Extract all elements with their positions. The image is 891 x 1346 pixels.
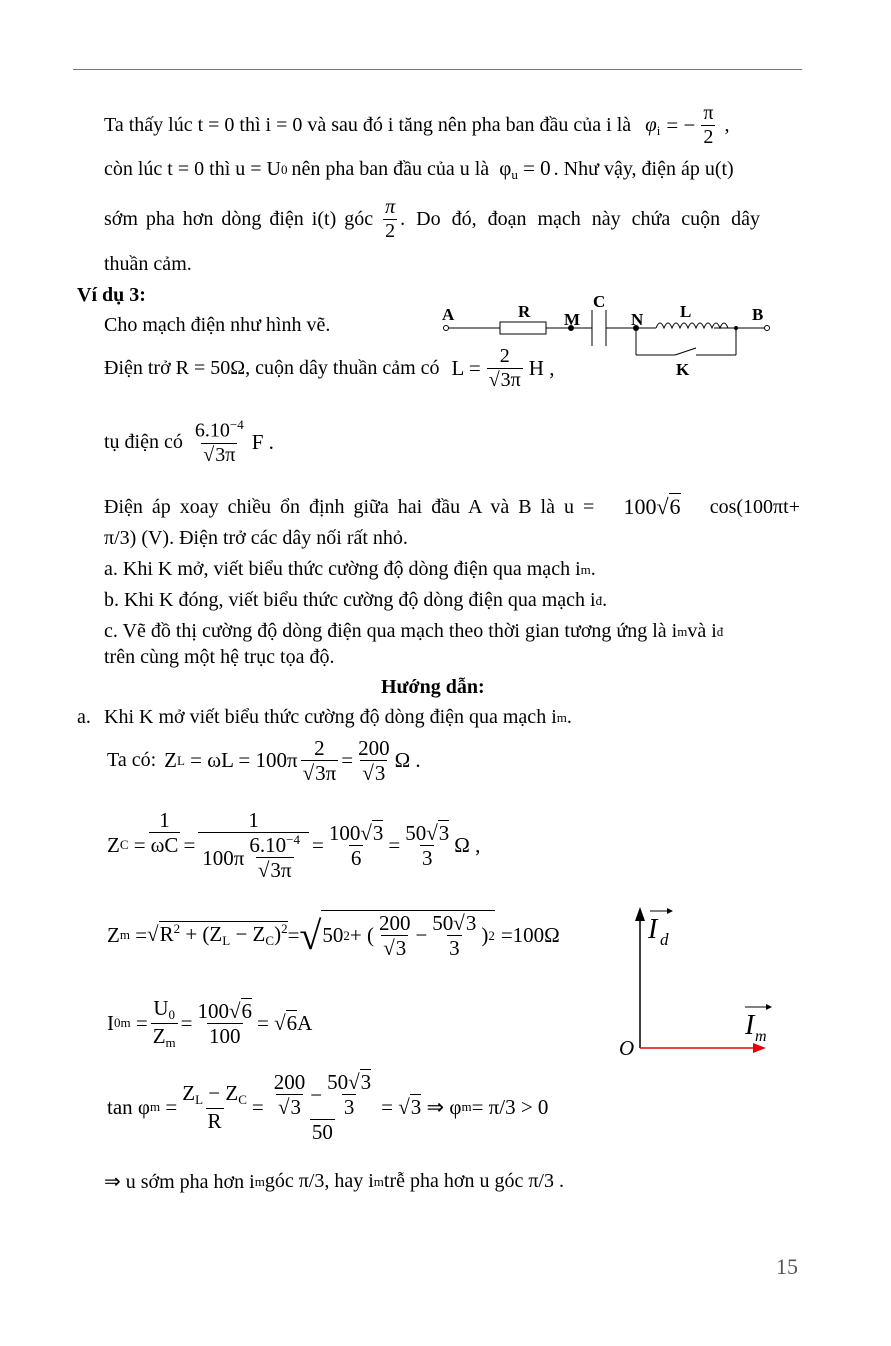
guide-a: a. Khi K mở viết biểu thức cường độ dòng điện qua mạch i m . [77,706,572,728]
i0m-formula: I 0m = $\frac{U_0}{Z_m}$ = $\frac{100√6}{100}$ = √ 6 A [107,996,313,1050]
label-id-sub: d [660,930,669,949]
label-n: N [631,310,644,329]
arrow-head-icon [635,907,645,921]
text: sớm pha hơn dòng điện i(t) góc [104,208,374,230]
label-a: A [442,305,455,324]
header-rule [73,69,802,70]
fraction-l: $\frac{2}{√3\pi}$ [488,345,521,391]
label-im-sub: m [755,1028,767,1045]
text: = − [666,113,696,137]
question-b: b. Khi K đóng, viết biểu thức cường độ dòng điện qua mạch i đ . [104,589,608,611]
para-line-3 [104,196,800,243]
text: Điện trở R = 50Ω, cuộn dây thuần cảm có [104,357,440,379]
zl-formula: Ta có: Z L = ωL = 100π $\frac{2}{√3\pi}$ = $\frac{200}{√3}$ Ω . [107,736,421,786]
switch-k [675,348,696,355]
label-m: M [564,310,581,329]
text: . Do đó, đoạn mạch này chứa cuộn dây [400,208,761,230]
label-r: R [518,302,531,321]
para-line-4: thuần cảm. [104,253,192,275]
example-intro: Cho mạch điện như hình vẽ. [104,314,331,336]
text: tụ điện có [104,430,183,453]
text: , [724,114,730,136]
text: . Như vậy, điện áp u(t) [553,158,734,180]
inductor-l [656,323,728,328]
phi-i: $\varphi_i$ [645,112,661,138]
resistor-r [500,322,546,334]
label-b: B [752,305,764,324]
fraction-c: $\frac{6.10^{-4}}{√3\pi}$ [194,417,244,466]
fraction-pi-2: $\frac{\pi}{2}$ [703,102,714,148]
label-im: I [745,1010,755,1041]
resistance-inductance-line [104,345,557,392]
zm-formula: Z m = $√R^2 + (Z_L - Z_C)^2$ = √ 50 2 + ( $\frac{200}{√3}$ − $\frac{50√3}{3}$ ) 2 =100Ω [107,911,560,961]
example-title: Ví dụ 3: [77,284,146,306]
text: H , [528,356,555,380]
label-id: I [648,914,658,945]
phasor-diagram [600,895,790,1065]
guide-title: Hướng dẫn: [381,676,485,698]
capacitor-line [104,418,277,467]
conclusion: ⇒ u sớm pha hơn i m góc π/3, hay i m trễ pha hơn u góc π/3 . [104,1170,564,1193]
text: còn lúc t = 0 thì u = U [104,158,281,180]
text: cos(100πt+ [709,495,800,518]
text: nên pha ban đầu của u là [291,158,490,180]
text: Ta thấy lúc t = 0 thì i = 0 và sau đó i tăng nên pha ban đầu của i là [104,114,632,136]
fraction-pi-2: $\frac{\pi}{2}$ [385,196,396,242]
para-line-2 [104,156,734,183]
text: F . [251,429,274,454]
voltage-line: Điện áp xoay chiều ổn định giữa hai đầu A và B là u = 100√6 cos(100πt+ [104,494,800,519]
text: Điện áp xoay chiều ổn định giữa hai đầu A và B là u = [104,495,595,518]
phi-u: $\varphi_u = 0$ [499,156,551,182]
zc-formula: Z C = $\frac{1}{\omega C}$ = 1 100π $\frac{6.10^{-4}}{√3\pi}$ = $\frac{100√3}{6}$ = $\frac{50√3}{3}$ Ω , [107,808,481,883]
text: L = [451,356,481,380]
page-number: 15 [776,1254,798,1279]
label-k: K [676,360,690,379]
label-c: C [593,292,606,311]
question-a: a. Khi K mở, viết biểu thức cường độ dòng điện qua mạch i m . [104,558,596,580]
question-c-2: trên cùng một hệ trục tọa độ. [104,646,335,668]
para-line-1 [104,102,729,149]
question-c: c. Vẽ đồ thị cường độ dòng điện qua mạch theo thời gian tương ứng là i m và i đ [104,620,724,642]
label-l: L [680,302,692,321]
text: 0 [280,161,288,177]
label-origin: O [619,1036,635,1060]
tan-formula: tan φ m = $\frac{Z_L - Z_C}{R}$ = $\frac{200}{√3}$ − $\frac{50√3}{3}$ 50 = √ 3 ⇒ φ m = π/3 > 0 [107,1070,549,1145]
voltage-line-2: π/3) (V). Điện trở các dây nối rất nhỏ. [104,527,408,549]
